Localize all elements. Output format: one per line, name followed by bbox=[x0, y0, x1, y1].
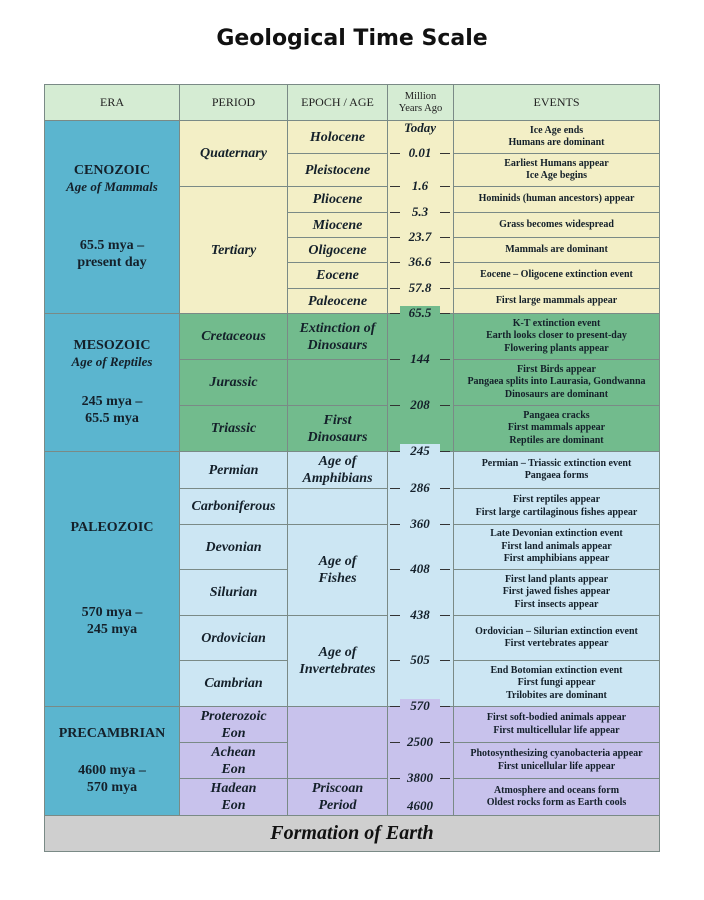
event-line: Dinosaurs are dominant bbox=[504, 388, 609, 400]
mya-label: 245 bbox=[400, 444, 440, 458]
era-name: PALEOZOIC bbox=[70, 520, 154, 535]
era-paleozoic bbox=[44, 451, 180, 707]
mya-label: 0.01 bbox=[400, 146, 440, 160]
event-cell bbox=[453, 313, 660, 360]
event-line: First insects appear bbox=[514, 598, 599, 610]
period-cell bbox=[179, 451, 288, 489]
period-name: Carboniferous bbox=[191, 499, 276, 514]
era-heading bbox=[66, 163, 158, 195]
mya-label: 408 bbox=[400, 562, 440, 576]
event-line: Pangaea cracks bbox=[523, 409, 590, 421]
event-line: K-T extinction event bbox=[512, 317, 601, 329]
epoch-name-cont: Amphibians bbox=[302, 471, 373, 486]
era-subtitle: Age of Mammals bbox=[66, 179, 158, 194]
period-cell bbox=[179, 660, 288, 707]
event-line: First unicellular life appear bbox=[497, 760, 616, 772]
event-line: Atmosphere and oceans form bbox=[493, 784, 620, 796]
epoch-cell bbox=[287, 313, 388, 360]
era-heading bbox=[59, 726, 166, 742]
epoch-cell bbox=[287, 405, 388, 452]
era-range-end: 570 mya bbox=[86, 779, 138, 795]
event-cell bbox=[453, 488, 660, 525]
epoch-cell bbox=[287, 524, 388, 616]
period-name: Hadean bbox=[210, 781, 257, 796]
event-line: Photosynthesizing cyanobacteria appear bbox=[470, 748, 643, 759]
mya-label: 208 bbox=[400, 398, 440, 412]
period-name: Proterozoic bbox=[200, 708, 267, 724]
event-line: First soft-bodied animals appear bbox=[486, 712, 627, 723]
period-cell bbox=[179, 615, 288, 661]
event-line: First Birds appear bbox=[517, 363, 596, 375]
event-cell bbox=[453, 359, 660, 406]
epoch-name: Age of bbox=[318, 645, 357, 660]
mya-label: Today bbox=[400, 121, 440, 135]
header-mya bbox=[387, 84, 454, 121]
epoch-name: First bbox=[323, 412, 352, 428]
mya-label: 57.8 bbox=[400, 281, 440, 295]
event-line: End Botomian extinction event bbox=[490, 664, 623, 676]
era-name: MESOZOIC bbox=[73, 337, 151, 353]
period-name-suffix: Eon bbox=[221, 798, 246, 813]
event-cell bbox=[453, 212, 660, 238]
epoch-name-cont: Dinosaurs bbox=[307, 429, 368, 445]
event-cell bbox=[453, 524, 660, 570]
mya-label: 3800 bbox=[400, 771, 440, 785]
era-range-start: 65.5 mya – bbox=[79, 238, 145, 253]
period-name: Devonian bbox=[205, 539, 262, 555]
mya-label: 4600 bbox=[400, 799, 440, 813]
epoch-cell bbox=[287, 615, 388, 707]
epoch-cell bbox=[287, 186, 388, 213]
mya-column-mesozoic bbox=[387, 313, 454, 452]
epoch-name: Paleocene bbox=[307, 293, 368, 309]
event-cell bbox=[453, 778, 660, 816]
period-name: Cretaceous bbox=[201, 329, 266, 344]
event-cell bbox=[453, 660, 660, 707]
era-cenozoic bbox=[44, 120, 180, 314]
event-line: First land plants appear bbox=[504, 573, 609, 585]
event-cell bbox=[453, 262, 660, 289]
event-cell bbox=[453, 742, 660, 779]
event-line: Pangaea forms bbox=[524, 470, 589, 481]
header-epoch bbox=[287, 84, 388, 121]
event-line: First mammals appear bbox=[507, 422, 606, 434]
event-cell bbox=[453, 706, 660, 743]
event-line: Mammals are dominant bbox=[505, 243, 608, 255]
period-name: Ordovician bbox=[201, 630, 266, 646]
epoch-cell bbox=[287, 288, 388, 314]
event-line: Pangaea splits into Laurasia, Gondwanna bbox=[467, 376, 646, 388]
epoch-name: Oligocene bbox=[308, 242, 367, 258]
epoch-cell bbox=[287, 451, 388, 489]
epoch-name: Eocene bbox=[316, 268, 359, 283]
epoch-cell bbox=[287, 212, 388, 238]
mya-label: 505 bbox=[400, 653, 440, 667]
mya-label: 5.3 bbox=[400, 205, 440, 219]
epoch-name: Holocene bbox=[309, 129, 366, 145]
header-mya-line1: Million bbox=[404, 90, 437, 102]
header-era-label: ERA bbox=[100, 95, 124, 109]
era-range-start: 570 mya – bbox=[81, 605, 143, 620]
event-line: First jawed fishes appear bbox=[502, 586, 611, 598]
event-line: Trilobites are dominant bbox=[506, 689, 607, 701]
header-period-label: PERIOD bbox=[211, 95, 256, 109]
event-cell bbox=[453, 288, 660, 314]
epoch-cell bbox=[287, 706, 388, 779]
period-cell bbox=[179, 742, 288, 779]
era-range bbox=[77, 237, 146, 271]
period-cell bbox=[179, 569, 288, 616]
event-cell bbox=[453, 186, 660, 213]
period-name: Achean bbox=[211, 744, 256, 760]
event-cell bbox=[453, 569, 660, 616]
event-cell bbox=[453, 451, 660, 489]
mya-label: 65.5 bbox=[400, 306, 440, 320]
event-line: First land animals appear bbox=[501, 540, 612, 552]
event-line: Ice Age ends bbox=[529, 124, 584, 136]
event-line: Late Devonian extinction event bbox=[490, 528, 623, 540]
header-mya-line2: Years Ago bbox=[398, 102, 443, 114]
event-cell bbox=[453, 237, 660, 263]
period-cell bbox=[179, 488, 288, 525]
header-era bbox=[44, 84, 180, 121]
era-range bbox=[82, 393, 143, 427]
era-range-end: 245 mya bbox=[86, 622, 138, 637]
period-name-suffix: Eon bbox=[221, 725, 246, 741]
era-range bbox=[82, 604, 143, 638]
event-line: First reptiles appear bbox=[512, 494, 601, 505]
epoch-name: Miocene bbox=[312, 217, 363, 233]
period-cell bbox=[179, 778, 288, 816]
period-name-suffix: Eon bbox=[221, 761, 246, 777]
period-cell bbox=[179, 186, 288, 314]
epoch-name: Priscoan bbox=[311, 781, 364, 796]
era-precambrian bbox=[44, 706, 180, 816]
header-events-label: EVENTS bbox=[533, 95, 580, 109]
epoch-cell bbox=[287, 359, 388, 406]
header-events bbox=[453, 84, 660, 121]
period-name: Permian bbox=[208, 462, 259, 478]
mya-label: 23.7 bbox=[400, 230, 440, 244]
event-line: First amphibians appear bbox=[503, 553, 610, 565]
event-line: Humans are dominant bbox=[508, 137, 605, 148]
period-name: Cambrian bbox=[204, 676, 263, 691]
era-name: CENOZOIC bbox=[73, 163, 151, 178]
event-line: First large mammals appear bbox=[495, 294, 618, 306]
event-line: First fungi appear bbox=[517, 677, 596, 689]
event-cell bbox=[453, 153, 660, 187]
event-line: First vertebrates appear bbox=[504, 638, 609, 649]
event-line: Earliest Humans appear bbox=[504, 157, 609, 169]
event-line: Flowering plants appear bbox=[504, 342, 609, 354]
period-name: Quaternary bbox=[200, 146, 267, 161]
epoch-name: Age of bbox=[318, 554, 357, 569]
era-range-start: 4600 mya – bbox=[78, 762, 146, 778]
mya-label: 360 bbox=[400, 517, 440, 531]
event-line: Grass becomes widespread bbox=[499, 218, 614, 230]
period-cell bbox=[179, 120, 288, 187]
epoch-name: Pliocene bbox=[312, 192, 363, 207]
epoch-cell bbox=[287, 237, 388, 263]
era-heading bbox=[72, 338, 153, 370]
event-line: Ordovician – Silurian extinction event bbox=[475, 625, 638, 637]
header-period bbox=[179, 84, 288, 121]
event-line: First large cartilaginous fishes appear bbox=[475, 506, 638, 518]
period-cell bbox=[179, 524, 288, 570]
period-name: Silurian bbox=[209, 585, 258, 600]
epoch-cell bbox=[287, 488, 388, 525]
era-range bbox=[78, 762, 146, 796]
epoch-cell bbox=[287, 262, 388, 289]
era-mesozoic bbox=[44, 313, 180, 452]
era-heading bbox=[71, 520, 154, 536]
mya-label: 144 bbox=[400, 352, 440, 366]
event-line: Oldest rocks form as Earth cools bbox=[486, 797, 627, 808]
event-line: Permian – Triassic extinction event bbox=[481, 457, 632, 469]
mya-label: 1.6 bbox=[400, 179, 440, 193]
header-epoch-label: EPOCH / AGE bbox=[301, 95, 374, 109]
era-range-end: present day bbox=[77, 255, 147, 270]
event-line: Hominids (human ancestors) appear bbox=[478, 193, 635, 205]
event-cell bbox=[453, 405, 660, 452]
period-name: Jurassic bbox=[209, 375, 258, 390]
event-line: Ice Age begins bbox=[525, 170, 588, 181]
era-subtitle: Age of Reptiles bbox=[71, 353, 153, 369]
period-cell bbox=[179, 313, 288, 360]
era-range-start: 245 mya – bbox=[81, 394, 143, 410]
footer-formation-of-earth bbox=[44, 815, 660, 852]
event-cell bbox=[453, 615, 660, 661]
footer-label: Formation of Earth bbox=[270, 822, 434, 844]
mya-label: 438 bbox=[400, 608, 440, 622]
epoch-name: Extinction of bbox=[299, 320, 376, 336]
mya-label: 36.6 bbox=[400, 255, 440, 269]
epoch-name-cont: Period bbox=[318, 798, 357, 813]
era-name: PRECAMBRIAN bbox=[58, 726, 166, 742]
period-cell bbox=[179, 405, 288, 452]
period-name: Tertiary bbox=[210, 242, 257, 258]
event-line: Eocene – Oligocene extinction event bbox=[480, 269, 633, 281]
epoch-name: Pleistocene bbox=[304, 162, 371, 178]
period-cell bbox=[179, 359, 288, 406]
event-line: First multicellular life appear bbox=[493, 724, 620, 736]
epoch-cell bbox=[287, 153, 388, 187]
epoch-name-cont: Invertebrates bbox=[299, 662, 376, 677]
mya-label: 286 bbox=[400, 481, 440, 495]
epoch-name-cont: Fishes bbox=[318, 571, 357, 586]
mya-label: 2500 bbox=[400, 735, 440, 749]
event-line: Earth looks closer to present-day bbox=[486, 330, 627, 342]
event-line: Reptiles are dominant bbox=[509, 434, 604, 446]
epoch-cell bbox=[287, 120, 388, 154]
mya-label: 570 bbox=[400, 699, 440, 713]
era-range-end: 65.5 mya bbox=[85, 411, 139, 427]
event-cell bbox=[453, 120, 660, 154]
period-name: Triassic bbox=[210, 421, 257, 436]
epoch-cell bbox=[287, 778, 388, 816]
period-cell bbox=[179, 706, 288, 743]
epoch-name-cont: Dinosaurs bbox=[307, 337, 368, 353]
page-title: Geological Time Scale bbox=[216, 26, 488, 51]
epoch-name: Age of bbox=[318, 454, 357, 469]
